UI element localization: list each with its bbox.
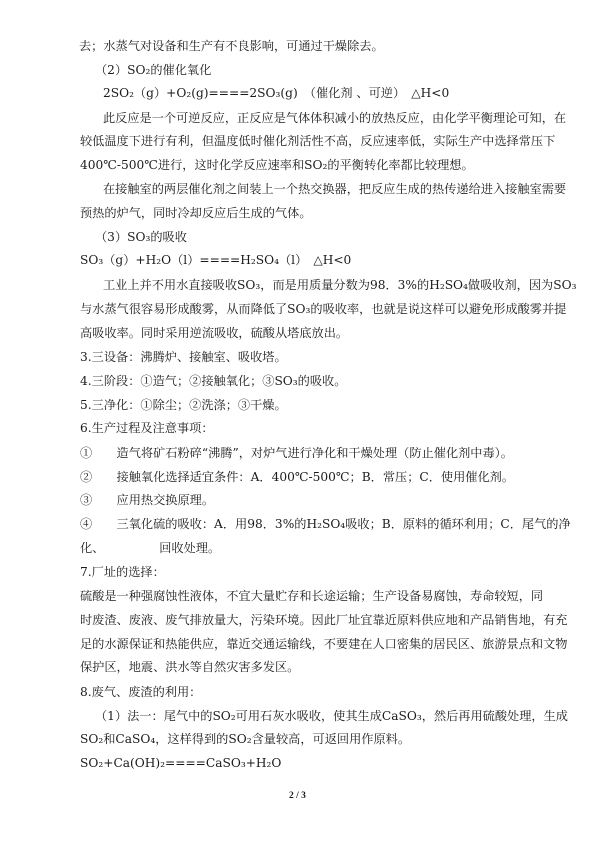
text-line: 去；水蒸气对设备和生产有不良影响，可通过干燥除去。 — [79, 39, 384, 53]
chemical-equation: SO₂+Ca(OH)₂====CaSO₃+H₂O — [80, 756, 282, 770]
section-heading: （2）SO₂的催化氧化 — [95, 63, 212, 77]
text-line: 预热的炉气，同时冷却反应后生成的气体。 — [80, 206, 312, 220]
text-line: 400℃-500℃进行，这时化学反应速率和SO₂的平衡转化率都比较理想。 — [80, 158, 474, 172]
text-line: 此反应是一个可逆反应，正反应是气体体积减小的放热反应，由化学平衡理论可知，在 — [103, 111, 567, 125]
text-line: 高吸收率。同时采用逆流吸收，硫酸从塔底放出。 — [80, 326, 349, 340]
text-line: 硫酸是一种强腐蚀性液体，不宜大量贮存和长途运输；生产设备易腐蚀，寿命较短，同 — [80, 589, 544, 603]
text-line: 足的水源保证和热能供应，靠近交通运输线，不要建在人口密集的居民区、旅游景点和文物 — [80, 637, 568, 651]
numbered-step: ③ 应用热交换原理。 — [80, 493, 215, 507]
numbered-step: ① 造气将矿石粉碎“沸腾”，对炉气进行净化和干燥处理（防止催化剂中毒）。 — [80, 446, 513, 460]
text-line: 在接触室的两层催化剂之间装上一个热交换器，把反应生成的热传递给进入接触室需要 — [103, 182, 567, 196]
page-number: 2 / 3 — [289, 791, 306, 801]
text-line: 较低温度下进行有利，但温度低时催化剂活性不高，反应速率低，实际生产中选择常压下 — [80, 134, 556, 148]
list-item: 6.生产过程及注意事项： — [80, 421, 214, 435]
list-item: 4.三阶段：①造气；②接触氧化；③SO₃的吸收。 — [80, 374, 347, 388]
text-line: 保护区，地震、洪水等自然灾害多发区。 — [80, 660, 300, 674]
text-line: 化、 回收处理。 — [80, 541, 221, 555]
text-line: SO₂和CaSO₄，这样得到的SO₂含量较高，可返回用作原料。 — [80, 732, 411, 746]
list-item: 5.三净化：①除尘；②洗涤；③干燥。 — [80, 398, 287, 412]
list-item: 3.三设备：沸腾炉、接触室、吸收塔。 — [80, 350, 287, 364]
numbered-step: ② 接触氧化选择适宜条件：A．400℃-500℃；B．常压；C．使用催化剂。 — [80, 470, 515, 484]
numbered-step: ④ 三氧化硫的吸收：A．用98．3%的H₂SO₄吸收；B．原料的循环利用；C．尾气的净 — [80, 517, 571, 531]
section-heading: （3）SO₃的吸收 — [95, 230, 187, 244]
text-line: 工业上并不用水直接吸收SO₃，而是用质量分数为98．3%的H₂SO₄做吸收剂，因为SO₃ — [103, 278, 577, 292]
chemical-equation: SO₃（g）+H₂O（l）====H₂SO₄（l） △H<0 — [80, 253, 352, 267]
text-line: 时废渣、废液、废气排放量大，污染环境。因此厂址宜靠近原料供应地和产品销售地，有充 — [80, 613, 568, 627]
text-line: （1）法一：尾气中的SO₂可用石灰水吸收，使其生成CaSO₃，然后再用硫酸处理，生成 — [95, 709, 568, 723]
chemical-equation: 2SO₂（g）+O₂(g)====2SO₃(g) （催化剂 、可逆） △H<0 — [103, 86, 450, 100]
list-item: 7.厂址的选择： — [80, 565, 165, 579]
text-line: 与水蒸气很容易形成酸雾，从而降低了SO₃的吸收率，也就是说这样可以避免形成酸雾并提 — [80, 302, 567, 316]
list-item: 8.废气、废渣的利用： — [80, 685, 202, 699]
